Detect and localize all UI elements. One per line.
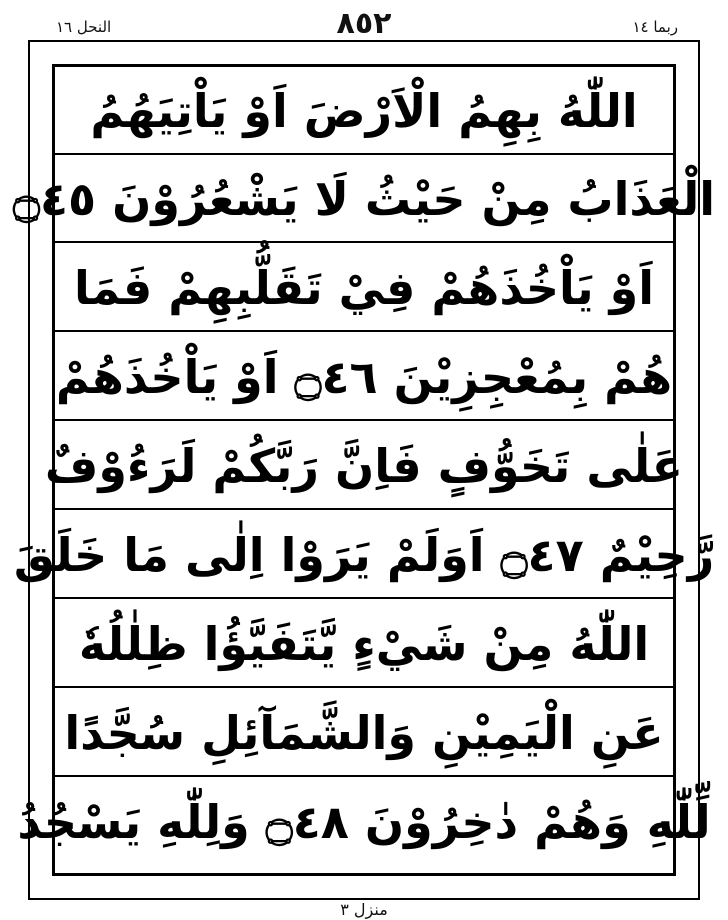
page-header (0, 0, 728, 44)
line-divider (55, 153, 673, 155)
text-line-4: هُمْ بِمُعْجِزِيْنَ ۝٤٦ اَوْ يَاْخُذَهُمْ (55, 350, 673, 404)
line-divider (55, 775, 673, 777)
text-line-1: اللّٰهُ بِهِمُ الْاَرْضَ اَوْ يَاْتِيَهُمُ (90, 84, 638, 138)
text-line-2: الْعَذَابُ مِنْ حَيْثُ لَا يَشْعُرُوْنَ ۝٤٥ (12, 172, 716, 226)
line-divider (55, 597, 673, 599)
line-divider (55, 686, 673, 688)
juz-name: ربما ١٤ (632, 18, 678, 36)
text-line-7: اللّٰهُ مِنْ شَيْءٍ يَّتَفَيَّؤُا ظِلٰلُهٗ (78, 617, 650, 671)
line-divider (55, 330, 673, 332)
manzil-label: منزل ٣ (340, 900, 388, 919)
text-panel (12, 64, 716, 876)
text-line-8: عَنِ الْيَمِيْنِ وَالشَّمَآئِلِ سُجَّدًا (64, 706, 664, 760)
line-divider (55, 419, 673, 421)
page-number: ٨٥٢ (336, 6, 392, 41)
line-divider (55, 508, 673, 510)
text-line-9: لِّلّٰهِ وَهُمْ دٰخِرُوْنَ ۝٤٨ وَلِلّٰهِ يَسْجُدُ (17, 795, 711, 849)
surah-name: النحل ١٦ (56, 18, 112, 36)
text-line-5: عَلٰى تَخَوُّفٍ فَاِنَّ رَبَّكُمْ لَرَءُوْفٌ (44, 439, 684, 493)
line-divider (55, 241, 673, 243)
text-line-3: اَوْ يَاْخُذَهُمْ فِيْ تَقَلُّبِهِمْ فَمَا (74, 261, 654, 315)
text-line-6: رَّحِيْمٌ ۝٤٧ اَوَلَمْ يَرَوْا اِلٰى مَا خَلَقَ (13, 528, 715, 582)
